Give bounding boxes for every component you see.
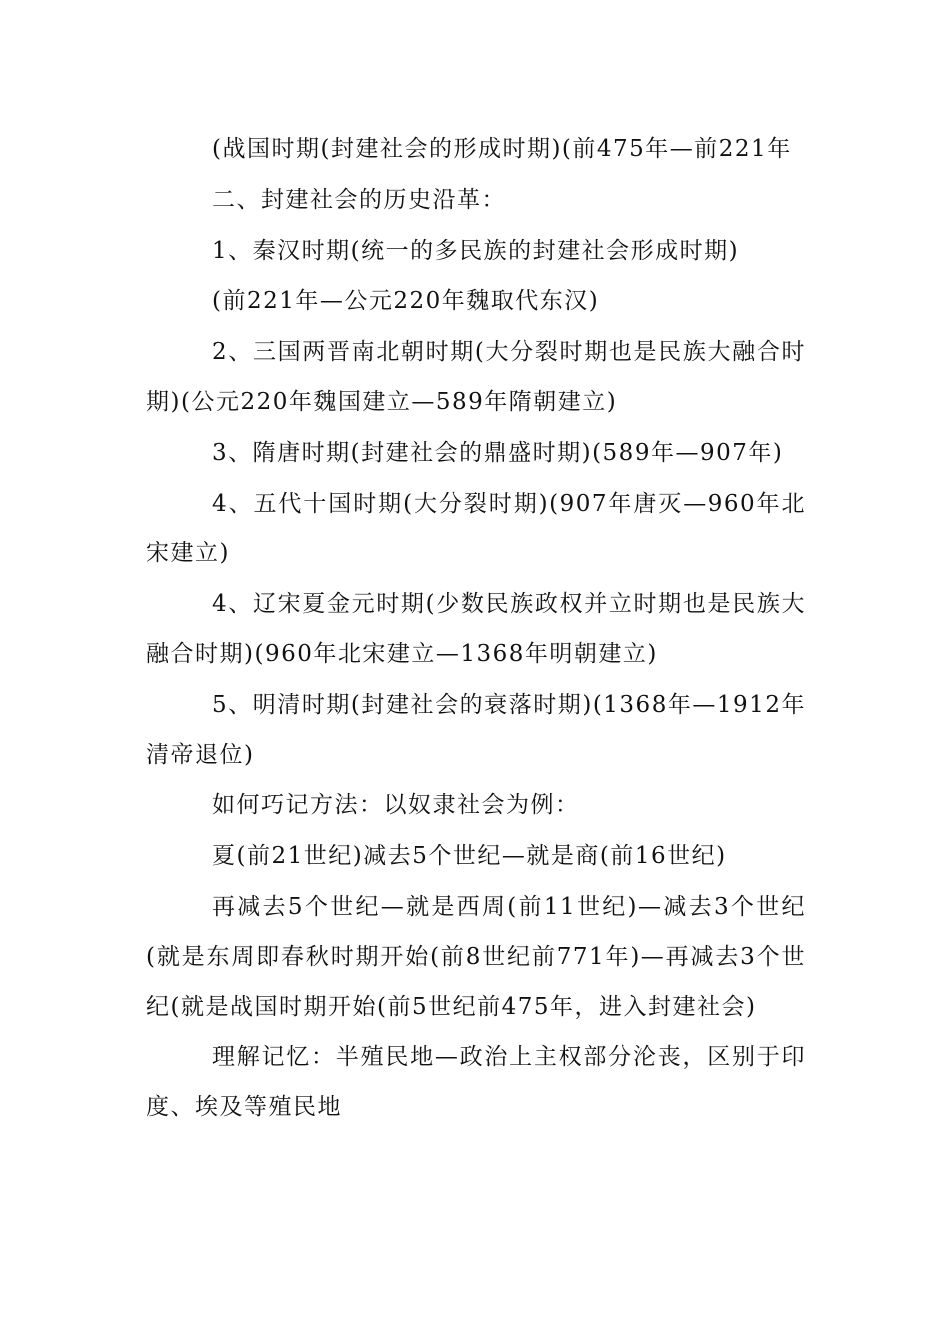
paragraph-warring-states: (战国时期(封建社会的形成时期)(前475年—前221年 [212, 136, 792, 162]
paragraph-sui-tang: 3、隋唐时期(封建社会的鼎盛时期)(589年—907年) [212, 439, 784, 466]
paragraph-xia-shang: 夏(前21世纪)减去5个世纪—就是商(前16世纪) [212, 843, 727, 870]
paragraph-five-dynasties: 4、五代十国时期(大分裂时期)(907年唐灭—960年北宋建立) [146, 490, 806, 567]
paragraph-zhou-periods: 再减去5个世纪—就是西周(前11世纪)—减去3个世纪(就是东周即春秋时期开始(前8世纪前771年)—再减去3个世纪(就是战国时期开始(前5世纪前475年，进入封建社会) [146, 893, 806, 1020]
paragraph-liao-song-xia-jin-yuan: 4、辽宋夏金元时期(少数民族政权并立时期也是民族大融合时期)(960年北宋建立—1368年明朝建立) [146, 591, 806, 667]
paragraph-qin-han: 1、秦汉时期(统一的多民族的封建社会形成时期) [212, 237, 740, 264]
document-body [146, 125, 806, 1134]
paragraph-semi-colony: 理解记忆：半殖民地—政治上主权部分沦丧，区别于印度、埃及等殖民地 [146, 1044, 806, 1121]
paragraph-ming-qing: 5、明清时期(封建社会的衰落时期)(1368年—1912年清帝退位) [146, 691, 806, 768]
section-heading-feudal-history: 二、封建社会的历史沿革： [212, 186, 506, 213]
paragraph-qin-han-dates: (前221年—公元220年魏取代东汉) [212, 288, 600, 315]
paragraph-three-kingdoms: 2、三国两晋南北朝时期(大分裂时期也是民族大融合时期)(公元220年魏国建立—589年隋朝建立) [146, 339, 806, 415]
paragraph-memory-method: 如何巧记方法：以奴隶社会为例： [212, 792, 580, 819]
